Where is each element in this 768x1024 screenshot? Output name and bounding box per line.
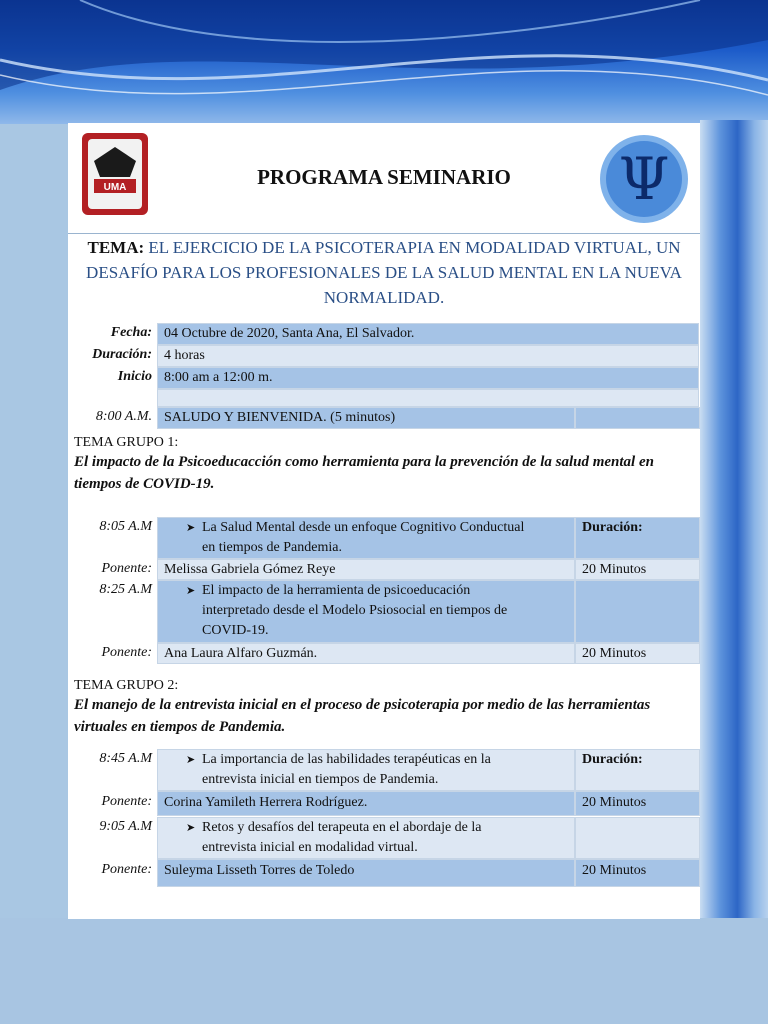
header	[68, 123, 700, 233]
ponente-row	[68, 791, 700, 816]
session-time: 8:45 A.M	[99, 751, 152, 766]
duration-value: 20 Minutos	[575, 643, 700, 664]
background-footer	[0, 918, 768, 1024]
tema-text: EL EJERCICIO DE LA PSICOTERAPIA EN MODALIDAD VIRTUAL, UN DESAFÍO PARA LOS PROFESIONALES DE LA SALUD MENTAL EN LA NUEVA NORMALIDAD.	[86, 238, 682, 307]
duracion-label: Duración:	[92, 347, 152, 362]
blue-wave-decoration	[0, 0, 768, 124]
page-title: PROGRAMA SEMINARIO	[257, 165, 511, 189]
ponente-row	[68, 559, 700, 580]
duration-value: 20 Minutos	[575, 791, 700, 816]
bullet-arrow-icon: ➤	[186, 754, 196, 766]
tema-heading	[74, 235, 694, 310]
ponente-name: Ana Laura Alfaro Guzmán.	[157, 643, 575, 664]
logo-text: UMA	[103, 182, 127, 193]
background-header-image	[0, 0, 768, 124]
duration-value: 20 Minutos	[575, 559, 700, 580]
ponente-label: Ponente:	[101, 862, 152, 877]
group1-label: TEMA GRUPO 1:	[74, 435, 179, 450]
ponente-label: Ponente:	[101, 794, 152, 809]
session-time: 9:05 A.M	[99, 819, 152, 834]
ponente-label: Ponente:	[101, 561, 152, 576]
bullet-arrow-icon: ➤	[186, 522, 196, 534]
session-row	[68, 580, 700, 643]
inicio-label: Inicio	[117, 369, 152, 384]
group2-label: TEMA GRUPO 2:	[74, 678, 179, 693]
session-row	[68, 817, 700, 859]
opening-time: 8:00 A.M.	[95, 409, 152, 424]
fecha-row	[68, 323, 700, 345]
group2-heading	[74, 678, 694, 738]
inicio-value: 8:00 am a 12:00 m.	[157, 367, 699, 389]
ponente-name: Corina Yamileth Herrera Rodríguez.	[157, 791, 575, 816]
group1-title: El impacto de la Psicoeducacción como herramienta para la prevención de la salud mental en tiempos de COVID-19.	[74, 454, 654, 492]
session-row	[68, 749, 700, 791]
spacer-row	[68, 389, 700, 407]
tema-label: TEMA:	[87, 238, 145, 257]
opening-row	[68, 407, 700, 429]
ponente-name: Suleyma Lisseth Torres de Toledo	[157, 859, 575, 887]
psi-logo	[598, 133, 690, 225]
session-time: 8:25 A.M	[99, 582, 152, 597]
session-row	[68, 517, 700, 559]
session-topic: ➤ Retos y desafíos del terapeuta en el abordaje de la entrevista inicial en modalidad virtual.	[157, 817, 575, 859]
duracion-row	[68, 345, 700, 367]
session-topic: ➤ El impacto de la herramienta de psicoeducación interpretado desde el Modelo Psiosocial en tiempos de COVID-19.	[157, 580, 575, 643]
session-topic: ➤ La importancia de las habilidades terapéuticas en la entrevista inicial en tiempos de Pandemia.	[157, 749, 575, 791]
background-side-decoration	[700, 120, 768, 920]
session-time: 8:05 A.M	[99, 519, 152, 534]
duration-value: 20 Minutos	[575, 859, 700, 887]
document-page	[68, 123, 700, 919]
ponente-row	[68, 643, 700, 664]
group1-heading	[74, 435, 694, 495]
ponente-row	[68, 859, 700, 887]
duracion-header: Duración:	[575, 517, 700, 559]
duracion-value: 4 horas	[157, 345, 699, 367]
divider	[68, 233, 700, 234]
fecha-label: Fecha:	[110, 325, 152, 340]
group2-title: El manejo de la entrevista inicial en el proceso de psicoterapia por medio de las herramientas virtuales en tiempos de Pandemia.	[74, 697, 651, 735]
ponente-label: Ponente:	[101, 645, 152, 660]
duracion-header: Duración:	[575, 749, 700, 791]
bullet-arrow-icon: ➤	[186, 585, 196, 597]
bullet-arrow-icon: ➤	[186, 822, 196, 834]
inicio-row	[68, 367, 700, 389]
ponente-name: Melissa Gabriela Gómez Reye	[157, 559, 575, 580]
opening-text: SALUDO Y BIENVENIDA. (5 minutos)	[157, 407, 575, 429]
svg-text:Ψ: Ψ	[618, 145, 670, 213]
fecha-value: 04 Octubre de 2020, Santa Ana, El Salvador.	[157, 323, 699, 345]
session-topic: ➤ La Salud Mental desde un enfoque Cognitivo Conductual en tiempos de Pandemia.	[157, 517, 575, 559]
